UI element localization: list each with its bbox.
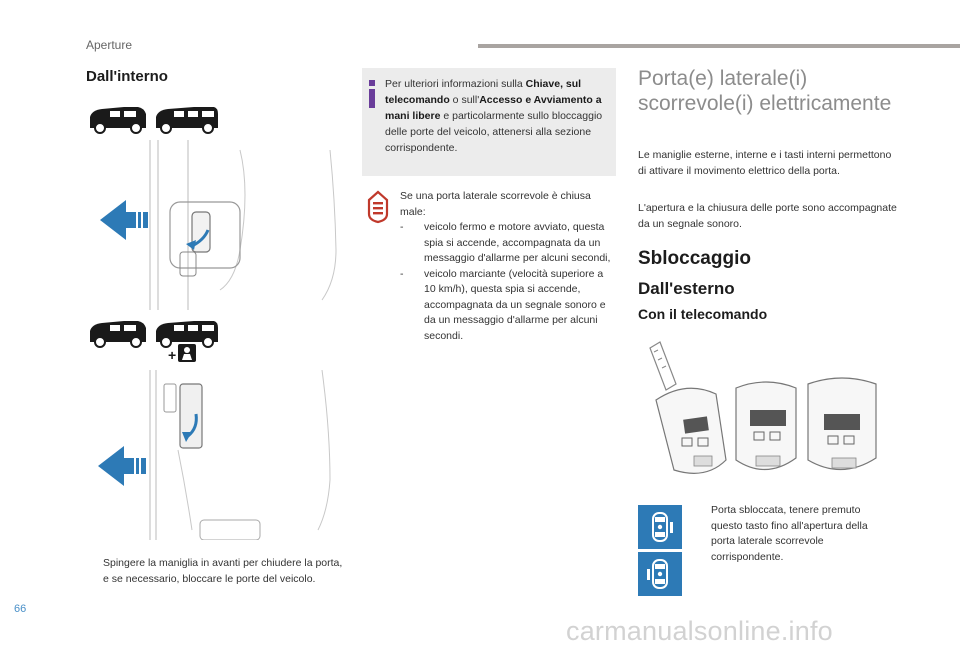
warning-item: - veicolo fermo e motore avviato, questa spia si accende, accompagnata da un messaggio d'allarme per alcuni secondi, (400, 221, 611, 264)
section-title: Porta(e) laterale(i) scorrevole(i) elettricamente (638, 67, 892, 115)
heading-con-il-telecomando: Con il telecomando (638, 306, 768, 322)
instruction-close-door (86, 556, 346, 587)
key-fob-3 (808, 378, 876, 470)
left-door-unlock-button-icon (638, 552, 682, 596)
remote-keys-illustration (646, 340, 892, 488)
van-pair-top-illustration (88, 104, 220, 134)
heading-dall-esterno: Dall'esterno (638, 279, 735, 298)
right-door-unlock-button-icon (638, 505, 682, 549)
key-fob-1 (656, 388, 726, 473)
heading-sbloccaggio: Sbloccaggio (638, 248, 751, 269)
instruction-unlock-door (694, 503, 894, 565)
header-rule (478, 44, 960, 48)
heading-dall-interno: Dall'interno (86, 68, 168, 85)
instruction-text: Porta sbloccata, tenere premuto questo tasto fino all'apertura della porta laterale scorrevole corrispondente. (711, 504, 868, 563)
warning-text (400, 189, 615, 344)
paragraph-1: Le maniglie esterne, interne e i tasti interni permettono di attivare il movimento elettrico della porta. (638, 149, 892, 177)
key-fob-2 (736, 382, 796, 470)
badge-plus: + (168, 347, 177, 363)
door-handle-illustration-top (100, 140, 340, 310)
instruction-text: Spingere la maniglia in avanti per chiudere la porta, e se necessario, bloccare le porte del veicolo. (103, 557, 343, 585)
door-warning-icon (364, 190, 392, 228)
van-pair-bottom-illustration (88, 318, 220, 364)
door-handle-illustration-bottom (96, 370, 336, 540)
child-lock-icon (178, 344, 196, 362)
watermark: carmanualsonline.info (566, 616, 833, 646)
van-long-icon (156, 107, 218, 133)
section-label: Aperture (86, 38, 133, 52)
info-icon (367, 80, 377, 108)
van-short-icon (90, 107, 146, 133)
page-number: 66 (14, 603, 27, 615)
paragraph-2: L'apertura e la chiusura delle porte sono accompagnate da un segnale sonoro. (638, 202, 897, 230)
push-arrow-icon (100, 200, 148, 240)
warning-item: - veicolo marciante (velocità superiore a 10 km/h), questa spia si accende, accompagnata da un segnale sonoro e da un messaggio d'allarme per alcuni secondi. (400, 267, 606, 342)
warning-intro: Se una porta laterale scorrevole è chiusa male: (400, 190, 591, 218)
info-text: Per ulteriori informazioni sulla Chiave, sul telecomando o sull'Accesso e Avviamento a mani libere e particolarmente sullo bloccaggio delle porte del veicolo, attenersi alla sezione corrispondente. (385, 78, 603, 154)
